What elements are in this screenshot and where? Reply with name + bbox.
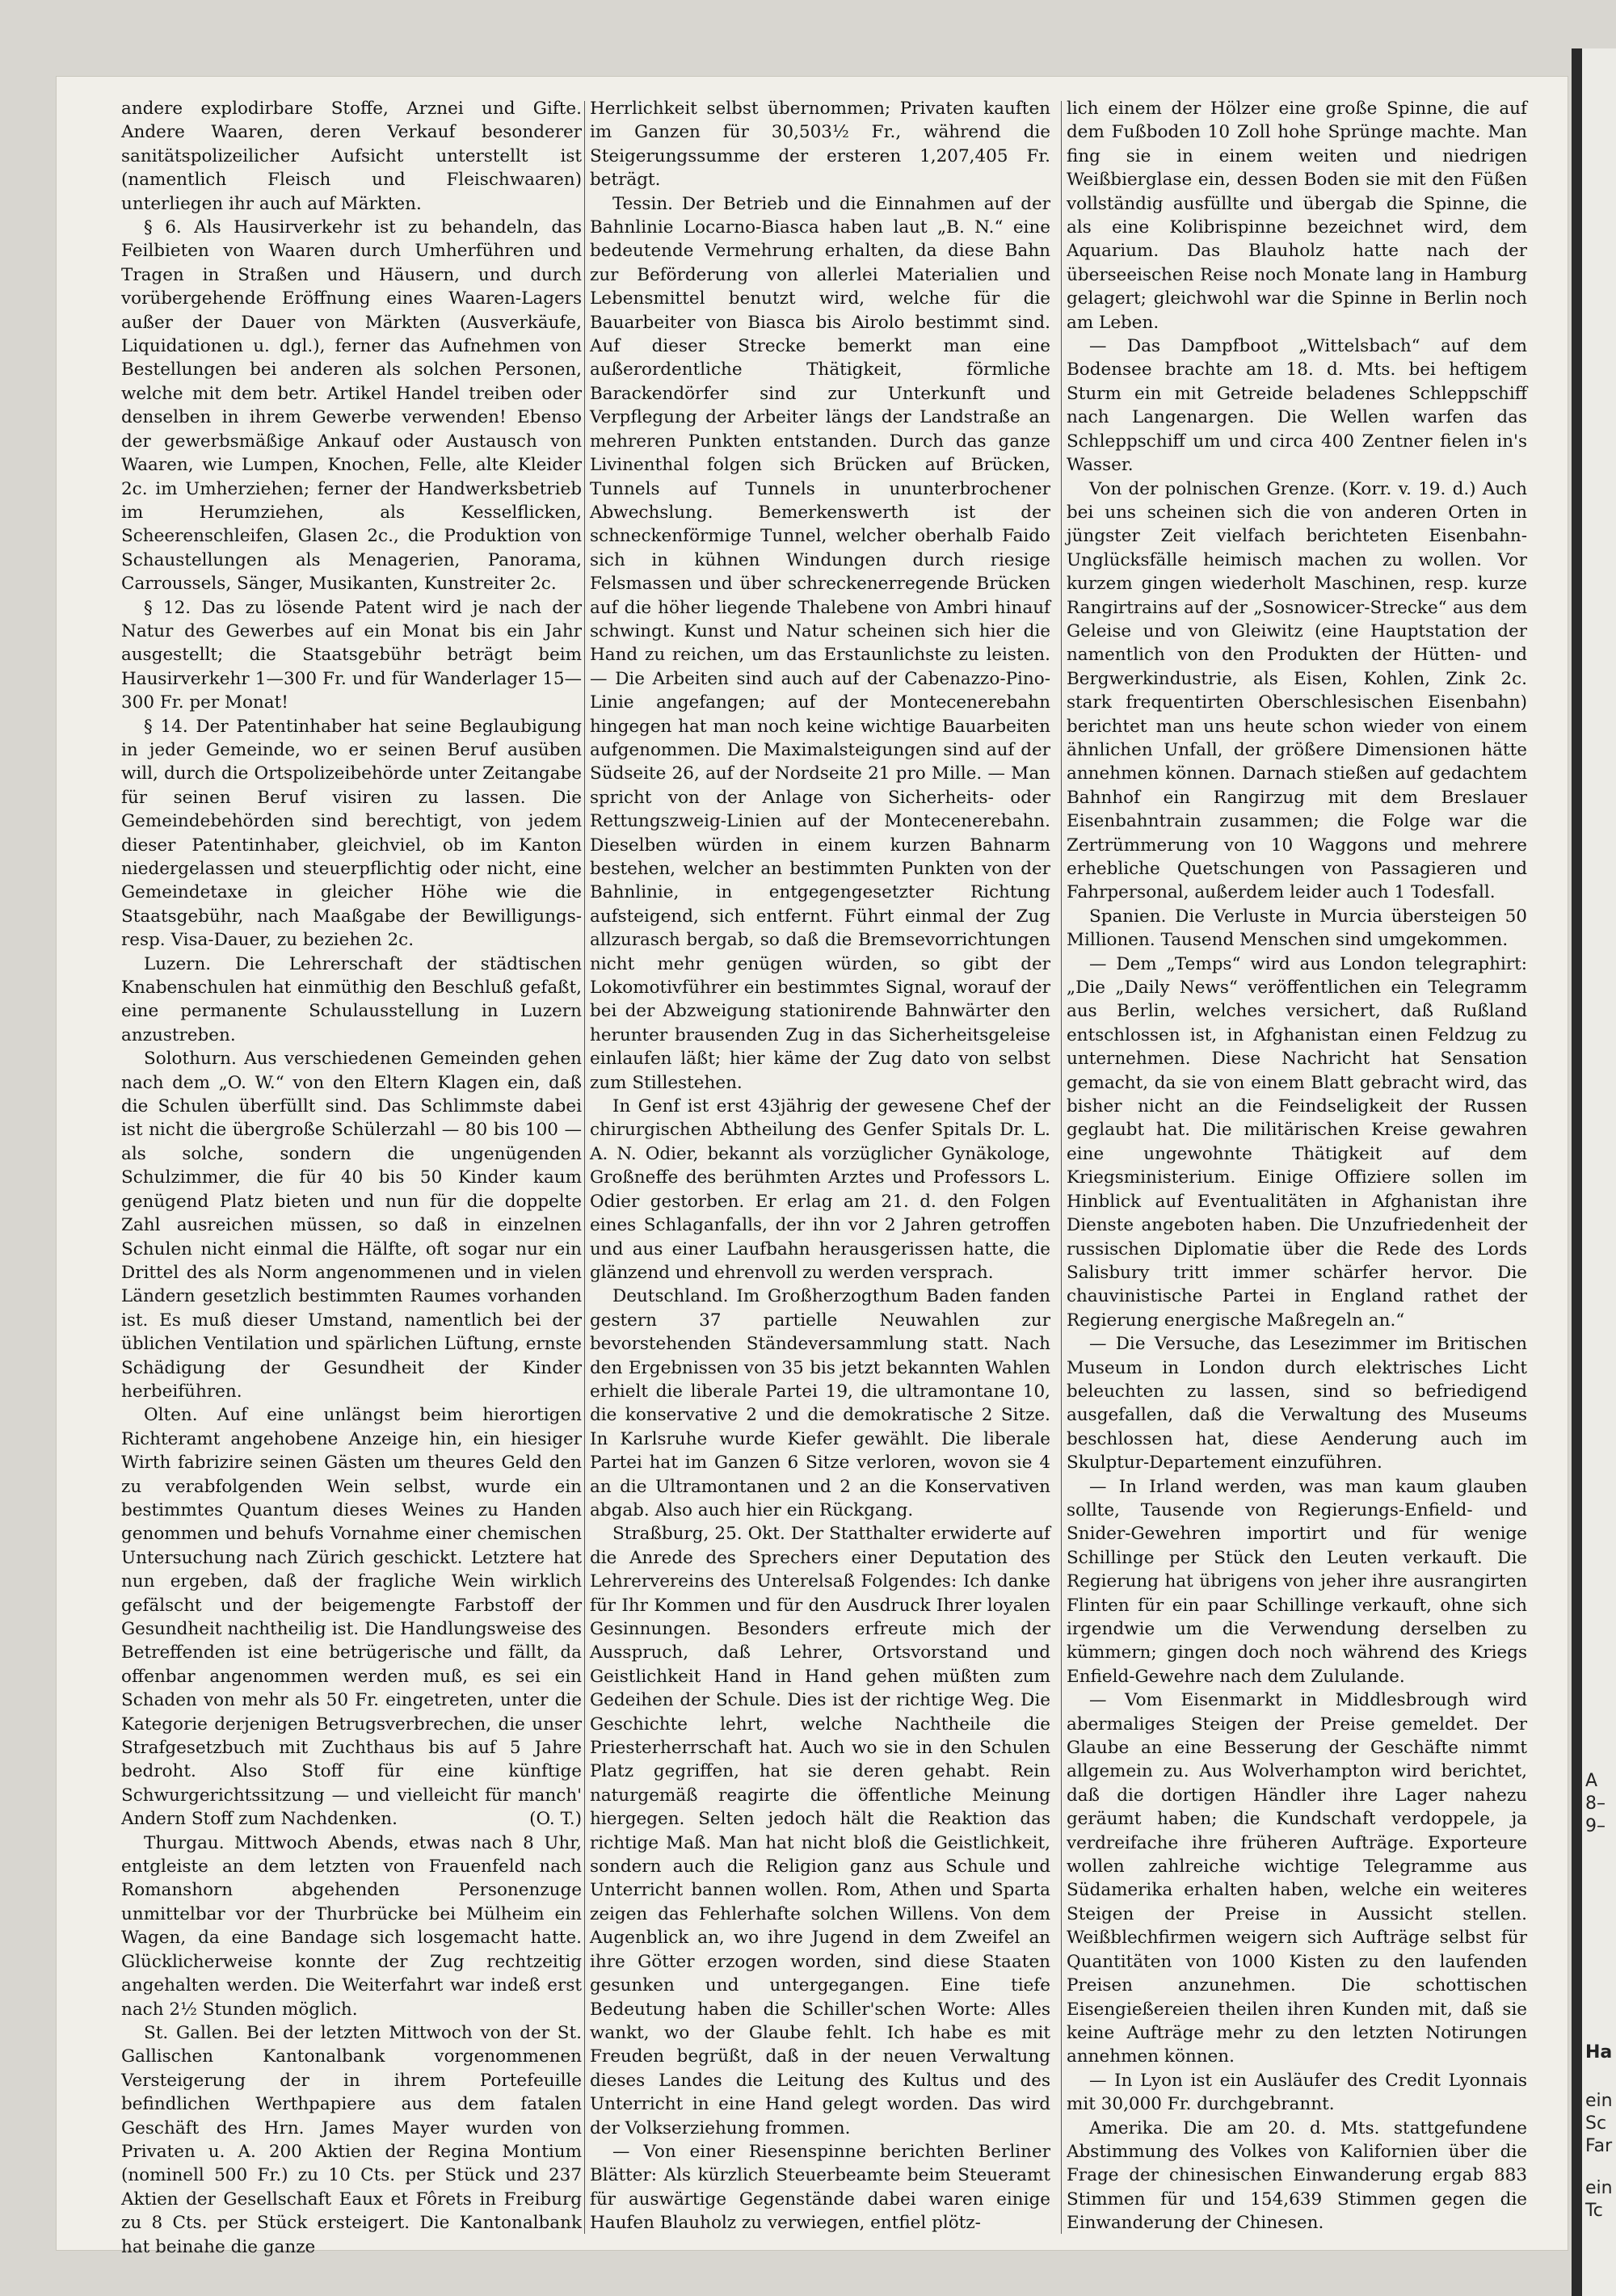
edge-fragment: Sc <box>1585 2113 1607 2134</box>
paragraph: Tessin. Der Betrieb und die Einnahmen auf der Bahnlinie Locarno-Biasca haben laut „B. N.“ eine bedeutende Vermehrung erhalten, da diese Bahn zur Beförderung von allerlei Materialien und Lebensmittel benutzt wird, welche für die Bauarbeiter von Biasca bis Airolo bestimmt sind. Auf dieser Strecke bemerkt man eine außerordentliche Thätigkeit, förmliche Barackendörfer sind zur Unterkunft und Verpflegung der Arbeiter längs der Landstraße an mehreren Punkten entstanden. Durch das ganze Livinenthal folgen sich Brücken auf Brücken, Tunnels auf Tunnels in ununterbrochener Abwechslung. Bemerkenswerth ist der schneckenförmige Tunnel, welcher oberhalb Faido sich in kühnen Windungen durch riesige Felsmassen und über schreckenerregende Brücken auf die höher liegende Thalebene von Ambri hinauf schwingt. Kunst und Natur scheinen sich hier die Hand zu reichen, um das Erstaunlichste zu leisten. — Die Arbeiten sind auch auf der Cabenazzo-Pino-Linie angefangen; auf der Montecenerebahn hingegen hat man noch keine wichtige Bauarbeiten aufgenommen. Die Maximalsteigungen sind auf der Südseite 26, auf der Nordseite 21 pro Mille. — Man spricht von der Anlage von Sicherheits- oder Rettungszweig-Linien auf der Montecenerebahn. Dieselben würden in einem kurzen Bahnarm bestehen, welcher an bestimmten Punkten von der Bahnlinie, in entgegengesetzter Richtung aufsteigend, sich entfernt. Führt einmal der Zug allzurasch bergab, so daß die Bremsevorrichtungen nicht mehr genügen würden, so gibt der Lokomotivführer ein bestimmtes Signal, worauf der bei der Abzweigung stationirende Bahnwärter den herunter brausenden Zug in das Sicherheitsgeleise einlaufen läßt; hier käme der Zug dato von selbst zum Stillestehen. <box>590 193 1050 1093</box>
edge-fragment: Tc <box>1585 2201 1603 2221</box>
column-rule <box>1061 101 1062 2234</box>
paragraph: — Von einer Riesenspinne berichten Berliner Blätter: Als kürzlich Steuerbeamte beim Steueramt für auswärtige Gegenstände dabei waren einige Haufen Blauholz zu verwiegen, entfiel plötz- <box>590 2141 1050 2234</box>
paragraph: Von der polnischen Grenze. (Korr. v. 19. d.) Auch bei uns scheinen sich die von anderen Orten in jüngster Zeit vielfach berichteten Eisenbahn-Unglücksfälle heimisch machen zu wollen. Vor kurzem gingen wiederholt Maschinen, resp. kurze Rangirtrains auf der „Sosnowicer-Strecke“ aus dem Geleise und von Gleiwitz (eine Hauptstation der namentlich von den Produkten der Hütten- und Bergwerkindustrie, als Eisen, Kohlen, Zink 2c. stark frequentirten Oberschlesischen Eisenbahn) berichtet man uns heute schon wieder von einem ähnlichen Unfall, der größere Dimensionen hätte annehmen können. Darnach stießen auf gedachtem Bahnhof ein Rangirzug mit dem Breslauer Eisenbahntrain zusammen; die Folge war die Zertrümmerung von 10 Waggons und mehrere erhebliche Quetschungen von Passagieren und Fahrpersonal, außerdem leider auch 1 Todesfall. <box>1067 478 1527 903</box>
edge-fragment: ein <box>1585 2091 1613 2111</box>
paragraph-text: Olten. Auf eine unlängst beim hierortigen Richteramt angehobene Anzeige hin, ein hiesiger Wirth fabrizire seinen Gästen um theures Geld den zu verabfolgenden Wein selbst, wurde ein bestimmtes Quantum dieses Weines zu Handen genommen und behufs Vornahme einer chemischen Untersuchung nach Zürich geschickt. Letztere hat nun ergeben, daß der fragliche Wein wirklich gefälscht und der beigemengte Farbstoff der Gesundheit nachtheilig ist. Die Handlungsweise des Betreffenden ist eine betrügerische und fällt, da offenbar angenommen werden muß, es sei ein Schaden von mehr als 50 Fr. eingetreten, unter die Kategorie derjenigen Betrugsverbrechen, die unser Strafgesetzbuch mit Zuchthaus bis auf 5 Jahre bedroht. Also Stoff für eine künftige Schwurgerichtssitzung — und vielleicht für manch' Andern Stoff zum Nachdenken. <box>121 1405 582 1830</box>
paragraph: § 6. Als Hausirverkehr ist zu behandeln, das Feilbieten von Waaren durch Umherführen und Tragen in Straßen und Häusern, und durch vorübergehende Eröffnung eines Waaren-Lagers außer der Dauer von Märkten (Ausverkäufe, Liquidationen u. dgl.), ferner das Aufnehmen von Bestellungen bei anderen als solchen Personen, welche mit dem betr. Artikel Handel treiben oder denselben in ihrem Gewerbe verwenden! Ebenso der gewerbsmäßige Ankauf oder Austausch von Waaren, wie Lumpen, Knochen, Felle, alte Kleider 2c. im Umherziehen; ferner der Handwerksbetrieb im Herumziehen, als Kesselflicken, Scheerenschleifen, Glasen 2c., die Produktion von Schaustellungen als Menagerien, Panorama, Carroussels, Sänger, Musikanten, Kunstreiter 2c. <box>121 217 582 595</box>
paragraph: — In Lyon ist ein Ausläufer des Credit Lyonnais mit 30,000 Fr. durchgebrannt. <box>1067 2070 1527 2115</box>
paragraph: Amerika. Die am 20. d. Mts. stattgefundene Abstimmung des Volkes von Kalifornien über die Frage der chinesischen Einwanderung ergab 883 Stimmen für und 154,639 Stimmen gegen die Einwanderung der Chinesen. <box>1067 2117 1527 2234</box>
paragraph: Luzern. Die Lehrerschaft der städtischen Knabenschulen hat einmüthig den Beschluß gefaßt, eine permanente Schulausstellung in Luzern anzustreben. <box>121 953 582 1045</box>
text-column-3 <box>1067 97 1527 2235</box>
text-column-1 <box>121 97 582 2259</box>
paragraph: lich einem der Hölzer eine große Spinne, die auf dem Fußboden 10 Zoll hohe Sprünge machte. Man fing sie in einem weiten und niedrigen Weißbierglase ein, dessen Boden sie mit den Füßen vollständig ausfüllte und übergab die Spinne, die als eine Kolibrispinne bezeichnet wird, dem Aquarium. Das Blauholz hatte nach der überseeischen Reise noch Monate lang in Hamburg gelagert; gleichwohl war die Spinne in Berlin noch am Leben. <box>1067 99 1527 333</box>
paragraph: — Das Dampfboot „Wittelsbach“ auf dem Bodensee brachte am 18. d. Mts. bei heftigem Sturm ein mit Getreide beladenes Schleppschiff nach Langenargen. Die Wellen warfen das Schleppschiff um und circa 400 Zentner fielen in's Wasser. <box>1067 336 1527 476</box>
adjacent-page-edge <box>1582 48 1616 2296</box>
newspaper-page <box>57 77 1568 2257</box>
paragraph: — Dem „Temps“ wird aus London telegraphirt: „Die „Daily News“ veröffentlichen ein Telegramm aus Berlin, welches versichert, daß Rußland entschlossen ist, in Afghanistan einen Feldzug zu unternehmen. Diese Nachricht hat Sensation gemacht, da sie von einem Blatt gebracht wird, das bisher nicht an die Feindseligkeit der Russen geglaubt hat. Die militärischen Kreise gewahren eine ungewohnte Thätigkeit auf dem Kriegsministerium. Einige Offiziere sollen im Hinblick auf Eventualitäten in Afghanistan ihre Dienste angeboten haben. Die Unzufriedenheit der russischen Diplomatie über die Rede des Lords Salisbury tritt immer schärfer hervor. Die chauvinistische Partei in England rathet der Regierung energische Maßregeln an.“ <box>1067 953 1527 1331</box>
edge-fragment: ein <box>1585 2178 1613 2198</box>
paragraph: § 14. Der Patentinhaber hat seine Beglaubigung in jeder Gemeinde, wo er seinen Beruf ausüben will, durch die Ortspolizeibehörde unter Zeitangabe für seinen Beruf visiren zu lassen. Die Gemeindebehörden sind berechtigt, von jedem dieser Patentinhaber, gleichviel, ob im Kanton niedergelassen und steuerpflichtig oder nicht, eine Gemeindetaxe in gleicher Höhe wie die Staatsgebühr, nach Maaßgabe der Bewilligungs- resp. Visa-Dauer, zu beziehen 2c. <box>121 716 582 951</box>
edge-fragment: A <box>1585 1771 1598 1791</box>
paragraph: Solothurn. Aus verschiedenen Gemeinden gehen nach dem „O. W.“ von den Eltern Klagen ein, daß die Schulen überfüllt sind. Das Schlimmste dabei ist nicht die übergroße Schülerzahl — 80 bis 100 — als solche, sondern die ungenügenden Schulzimmer, die für 40 bis 50 Kinder kaum genügend Platz bieten und nun für die doppelte Zahl ausreichen müssen, so daß in einzelnen Schulen nicht einmal die Hälfte, oft sogar nur ein Drittel des als Norm angenommenen und in vielen Ländern gesetzlich bestimmten Raumes vorhanden ist. Es muß dieser Umstand, namentlich bei der üblichen Ventilation und spärlichen Lüftung, ernste Schädigung der Gesundheit der Kinder herbeiführen. <box>121 1049 582 1402</box>
edge-fragment: 8– <box>1585 1793 1605 1814</box>
source-signature: (O. T.) <box>529 1809 582 1830</box>
text-column-2 <box>590 97 1050 2235</box>
paragraph: Thurgau. Mittwoch Abends, etwas nach 8 Uhr, entgleiste an dem letzten von Frauenfeld nach Romanshorn abgehenden Personenzuge unmittelbar vor der Thurbrücke bei Mülheim ein Wagen, da eine Bandage sich losgemacht hatte. Glücklicherweise konnte der Zug rechtzeitig angehalten werden. Die Weiterfahrt war indeß erst nach 2½ Stunden möglich. <box>121 1832 582 2020</box>
edge-fragment: 9– <box>1585 1816 1605 1836</box>
paragraph: Straßburg, 25. Okt. Der Statthalter erwiderte auf die Anrede des Sprechers einer Deputation des Lehrervereins des Unterelsaß Folgendes: Ich danke für Ihr Kommen und für den Ausdruck Ihrer loyalen Gesinnungen. Besonders erfreute mich der Ausspruch, daß Lehrer, Ortsvorstand und Geistlichkeit Hand in Hand gehen müßten zum Gedeihen der Schule. Dies ist der richtige Weg. Die Geschichte lehrt, welche Nachtheile die Priesterherrschaft hat. Auch wo sie in den Schulen Platz gegriffen, hat sie deren gehabt. Rein naturgemäß reagirte die öffentliche Meinung hiergegen. Selten jedoch hält die Reaktion das richtige Maß. Man hat nicht bloß die Geistlichkeit, sondern auch die Religion ganz aus Schule und Unterricht bannen wollen. Rom, Athen und Sparta zeigen das Fehlerhafte solchen Willens. Von dem Augenblick an, wo ihre Jugend in dem Zweifel an ihre Götter erzogen worden, sind diese Staaten gesunken und untergegangen. Eine tiefe Bedeutung haben die Schiller'schen Worte: Alles wankt, wo der Glaube fehlt. Ich habe es mit Freuden begrüßt, daß in der neuen Verwaltung dieses Landes die Leitung des Kultus und des Unterricht in eine Hand gelegt worden. Das wird der Volkserziehung frommen. <box>590 1524 1050 2138</box>
paragraph <box>121 1403 582 1831</box>
edge-fragment: Ha <box>1585 2042 1613 2063</box>
paragraph: Herrlichkeit selbst übernommen; Privaten kauften im Ganzen für 30,503½ Fr., während die Steigerungssumme der ersteren 1,207,405 Fr. beträgt. <box>590 99 1050 191</box>
edge-fragment: Far <box>1585 2136 1613 2156</box>
paragraph: andere explodirbare Stoffe, Arznei und Gifte. Andere Waaren, deren Verkauf besonderer sanitätspolizeilicher Aufsicht unterstellt ist (namentlich Fleisch und Fleischwaaren) unterliegen ihr auch auf Märkten. <box>121 99 582 214</box>
paragraph: St. Gallen. Bei der letzten Mittwoch von der St. Gallischen Kantonalbank vorgenommenen Versteigerung der in ihrem Portefeuille befindlichen Werthpapiere aus dem fatalen Geschäft des Hrn. James Mayer wurden von Privaten u. A. 200 Aktien der Regina Montium (nominell 500 Fr.) zu 10 Cts. per Stück und 237 Aktien der Gesellschaft Eaux et Fôrets in Freiburg zu 8 Cts. per Stück ersteigert. Die Kantonalbank hat beinahe die ganze <box>121 2022 582 2257</box>
paragraph: Deutschland. Im Großherzogthum Baden fanden gestern 37 partielle Neuwahlen zur bevorstehenden Ständeversammlung statt. Nach den Ergebnissen von 35 bis jetzt bekannten Wahlen erhielt die liberale Partei 19, die ultramontane 10, die konservative 2 und die demokratische 2 Sitze. In Karlsruhe wurde Kiefer gewählt. Die liberale Partei hat im Ganzen 6 Sitze verloren, wovon sie 4 an die Ultramontanen und 2 an die Konservativen abgab. Also auch hier ein Rückgang. <box>590 1286 1050 1520</box>
paragraph: Spanien. Die Verluste in Murcia übersteigen 50 Millionen. Tausend Menschen sind umgekommen. <box>1067 906 1527 951</box>
paragraph: In Genf ist erst 43jährig der gewesene Chef der chirurgischen Abtheilung des Genfer Spitals Dr. L. A. N. Odier, bekannt als vorzüglicher Gynäkologe, Großneffe des berühmten Arztes und Professors L. Odier gestorben. Er erlag am 21. d. den Folgen eines Schlaganfalls, der ihn vor 2 Jahren getroffen und aus einer Laufbahn herausgerissen hatte, die glänzend und ehrenvoll zu werden versprach. <box>590 1096 1050 1283</box>
paragraph: — Die Versuche, das Lesezimmer im Britischen Museum in London durch elektrisches Licht beleuchten zu lassen, sind so befriedigend ausgefallen, daß die Verwaltung des Museums beschlossen hat, diese Aenderung auch im Skulptur-Departement einzuführen. <box>1067 1334 1527 1474</box>
paragraph: — Vom Eisenmarkt in Middlesbrough wird abermaliges Steigen der Preise gemeldet. Der Glaube an eine Besserung der Geschäfte nimmt allgemein zu. Aus Wolverhampton wird berichtet, daß die dortigen Händler ihre Lager nahezu geräumt haben; die Kundschaft verdoppele, ja verdreifache ihre früheren Aufträge. Exporteure wollen zahlreiche wichtige Telegramme aus Südamerika erhalten haben, welche ein weiteres Steigen der Preise in Aussicht stellen. Weißblechfirmen weigern sich Aufträge selbst für Quantitäten von 1000 Kisten zu den laufenden Preisen anzunehmen. Die schottischen Eisengießereien theilen ihren Kunden mit, daß sie keine Aufträge mehr zu den letzten Notirungen annehmen können. <box>1067 1690 1527 2067</box>
paragraph: — In Irland werden, was man kaum glauben sollte, Tausende von Regierungs-Enfield- und Snider-Gewehren importirt und für wenige Schillinge per Stück den Leuten verkauft. Die Regierung hat übrigens von jeher ihre ausrangirten Flinten für ein paar Schillinge verkauft, ohne sich irgendwie um die Verwendung derselben zu kümmern; gingen doch noch während des Kriegs Enfield-Gewehre nach dem Zululande. <box>1067 1476 1527 1687</box>
paragraph: § 12. Das zu lösende Patent wird je nach der Natur des Gewerbes auf ein Monat bis ein Jahr ausgestellt; die Staatsgebühr beträgt beim Hausirverkehr 1—300 Fr. und für Wanderlager 15—300 Fr. per Monat! <box>121 597 582 713</box>
column-rule <box>584 101 585 2234</box>
